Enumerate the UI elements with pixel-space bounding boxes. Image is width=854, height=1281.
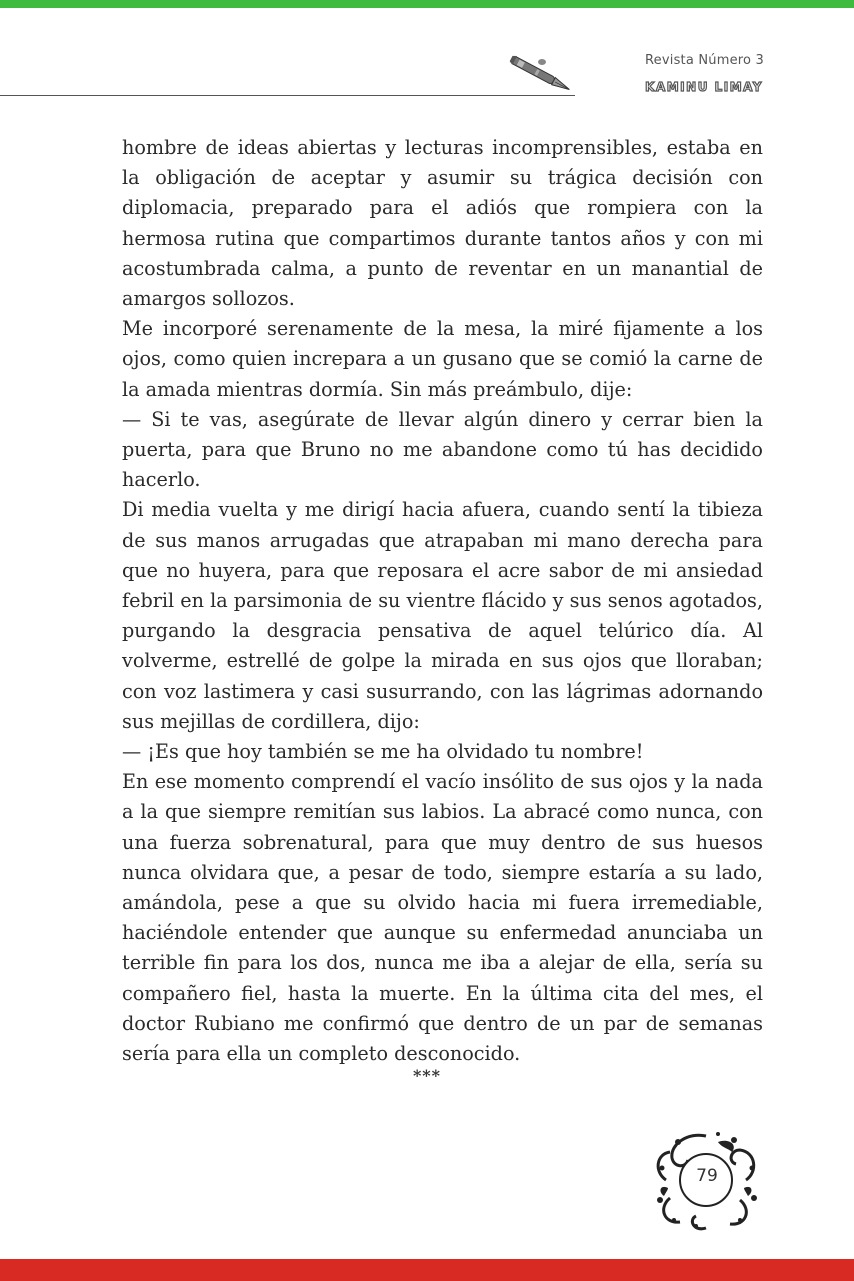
dialogue-line: — ¡Es que hoy también se me ha olvidado tu nombre! — [122, 740, 644, 764]
bottom-red-bar — [0, 1259, 854, 1281]
header-rule — [0, 95, 575, 96]
article-body — [122, 133, 763, 1069]
issue-label: Revista Número 3 — [645, 53, 764, 68]
paragraph: Di media vuelta y me dirigí hacia afuera, cuando sentí la tibieza de sus manos arrugadas que atrapaban mi mano derecha para que no huyera, para que reposara el acre sabor de mi ansiedad febril en la parsimonia de su vientre flácido y sus senos agotados, purgando la desgracia pensativa de aquel telúrico día. Al volverme, estrellé de golpe la mirada en sus ojos que lloraban; con voz lastimera y casi susurrando, con las lágrimas adornando sus mejillas de cordillera, dijo: — [122, 498, 763, 733]
paragraph: En ese momento comprendí el vacío insólito de sus ojos y la nada a la que siempre remitían sus labios. La abracé como nunca, con una fuerza sobrenatural, para que muy dentro de sus huesos nunca olvidara que, a pesar de todo, siempre estaría a su lado, amándola, pese a que su olvido hacia mi fuera irremediable, haciéndole entender que aunque su enfermedad anunciaba un terrible fin para los dos, nunca me iba a alejar de ella, sería su compañero fiel, hasta la muerte. En la última cita del mes, el doctor Rubiano me confirmó que dentro de un par de semanas sería para ella un completo desconocido. — [122, 770, 763, 1066]
paragraph: Me incorporé serenamente de la mesa, la miré fijamente a los ojos, como quien increpara a un gusano que se comió la carne de la amada mientras dormía. Sin más preámbulo, dije: — [122, 317, 763, 401]
paragraph: hombre de ideas abiertas y lecturas incomprensibles, estaba en la obligación de aceptar y asumir su trágica decisión con diplomacia, preparado para el adiós que rompiera con la hermosa rutina que compartimos durante tantos años y con mi acostumbrada calma, a punto de reventar en un manantial de amargos sollozos. — [122, 136, 763, 311]
magazine-name: KAMINU LIMAY — [645, 80, 763, 94]
page-number: 79 — [696, 1166, 718, 1186]
dialogue-line: — Si te vas, asegúrate de llevar algún dinero y cerrar bien la puerta, para que Bruno no me abandone como tú has decidido hacerlo. — [122, 407, 763, 492]
section-separator: *** — [412, 1066, 442, 1085]
top-green-bar — [0, 0, 854, 8]
